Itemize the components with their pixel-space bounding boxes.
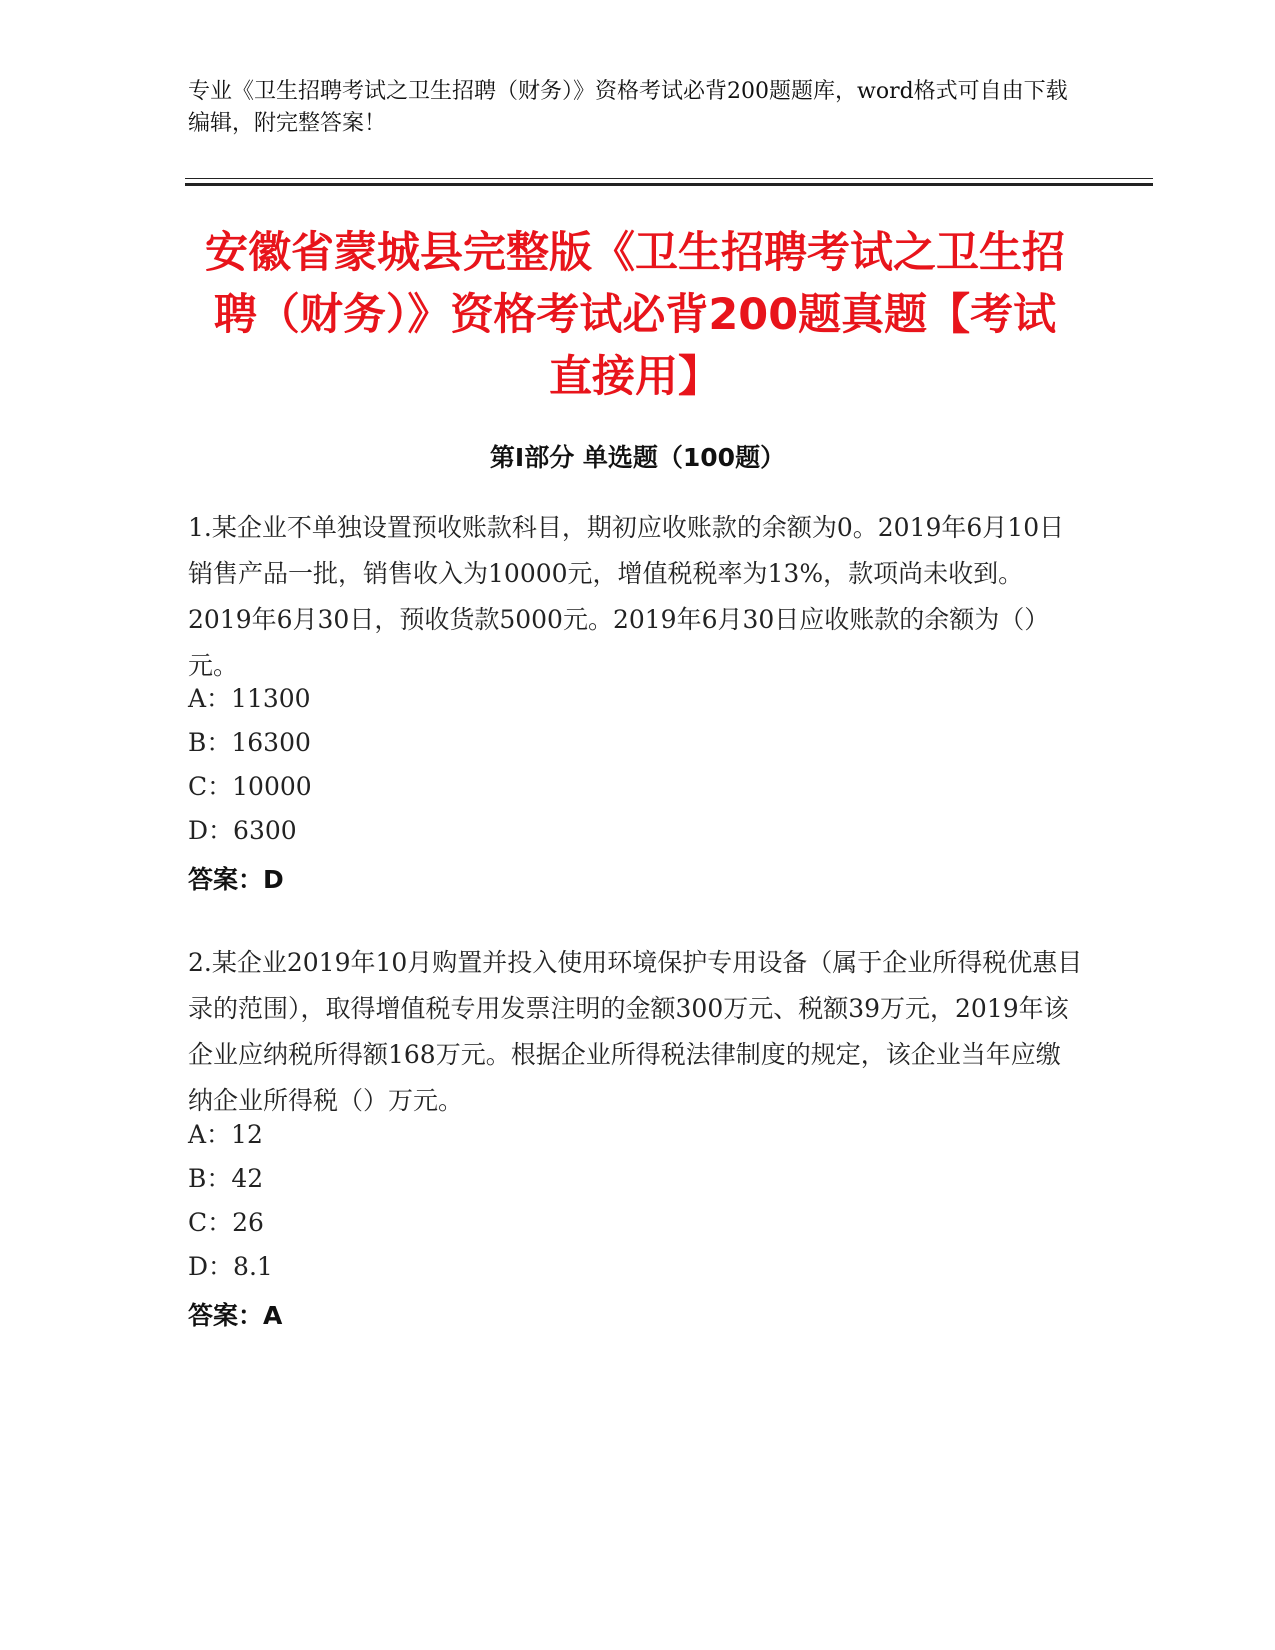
section-heading: 第Ⅰ部分 单选题（100题） (489, 443, 786, 472)
option-a: A：11300 (188, 684, 311, 713)
answer-label: 答案：A (188, 1301, 283, 1330)
option-d: D：8.1 (188, 1252, 273, 1281)
document-title: 安徽省蒙城县完整版《卫生招聘考试之卫生招聘（财务）》资格考试必背200题真题【考试直接用】 (205, 228, 1065, 402)
option-b: B：16300 (188, 728, 311, 757)
question-stem: 2.某企业2019年10月购置并投入使用环境保护专用设备（属于企业所得税优惠目录的范围），取得增值税专用发票注明的金额300万元、税额39万元，2019年该企业应纳税所得额168万元。根据企业所得税法律制度的规定，该企业当年应缴纳企业所得税（）万元。 (188, 948, 1083, 1115)
header-note: 专业《卫生招聘考试之卫生招聘（财务）》资格考试必背200题题库，word格式可自由下载编辑，附完整答案！ (188, 79, 1068, 136)
answer-label: 答案：D (188, 865, 284, 894)
header-rule-thin (185, 178, 1153, 179)
option-a: A：12 (188, 1120, 263, 1149)
option-c: C：10000 (188, 772, 312, 801)
option-d: D：6300 (188, 816, 297, 845)
option-c: C：26 (188, 1208, 264, 1237)
option-b: B：42 (188, 1164, 264, 1193)
question-stem: 1.某企业不单独设置预收账款科目，期初应收账款的余额为0。2019年6月10日销售产品一批，销售收入为10000元，增值税税率为13%，款项尚未收到。2019年6月30日，预收货款5000元。2019年6月30日应收账款的余额为（）元。 (188, 513, 1065, 680)
header-rule-thick (185, 183, 1153, 186)
